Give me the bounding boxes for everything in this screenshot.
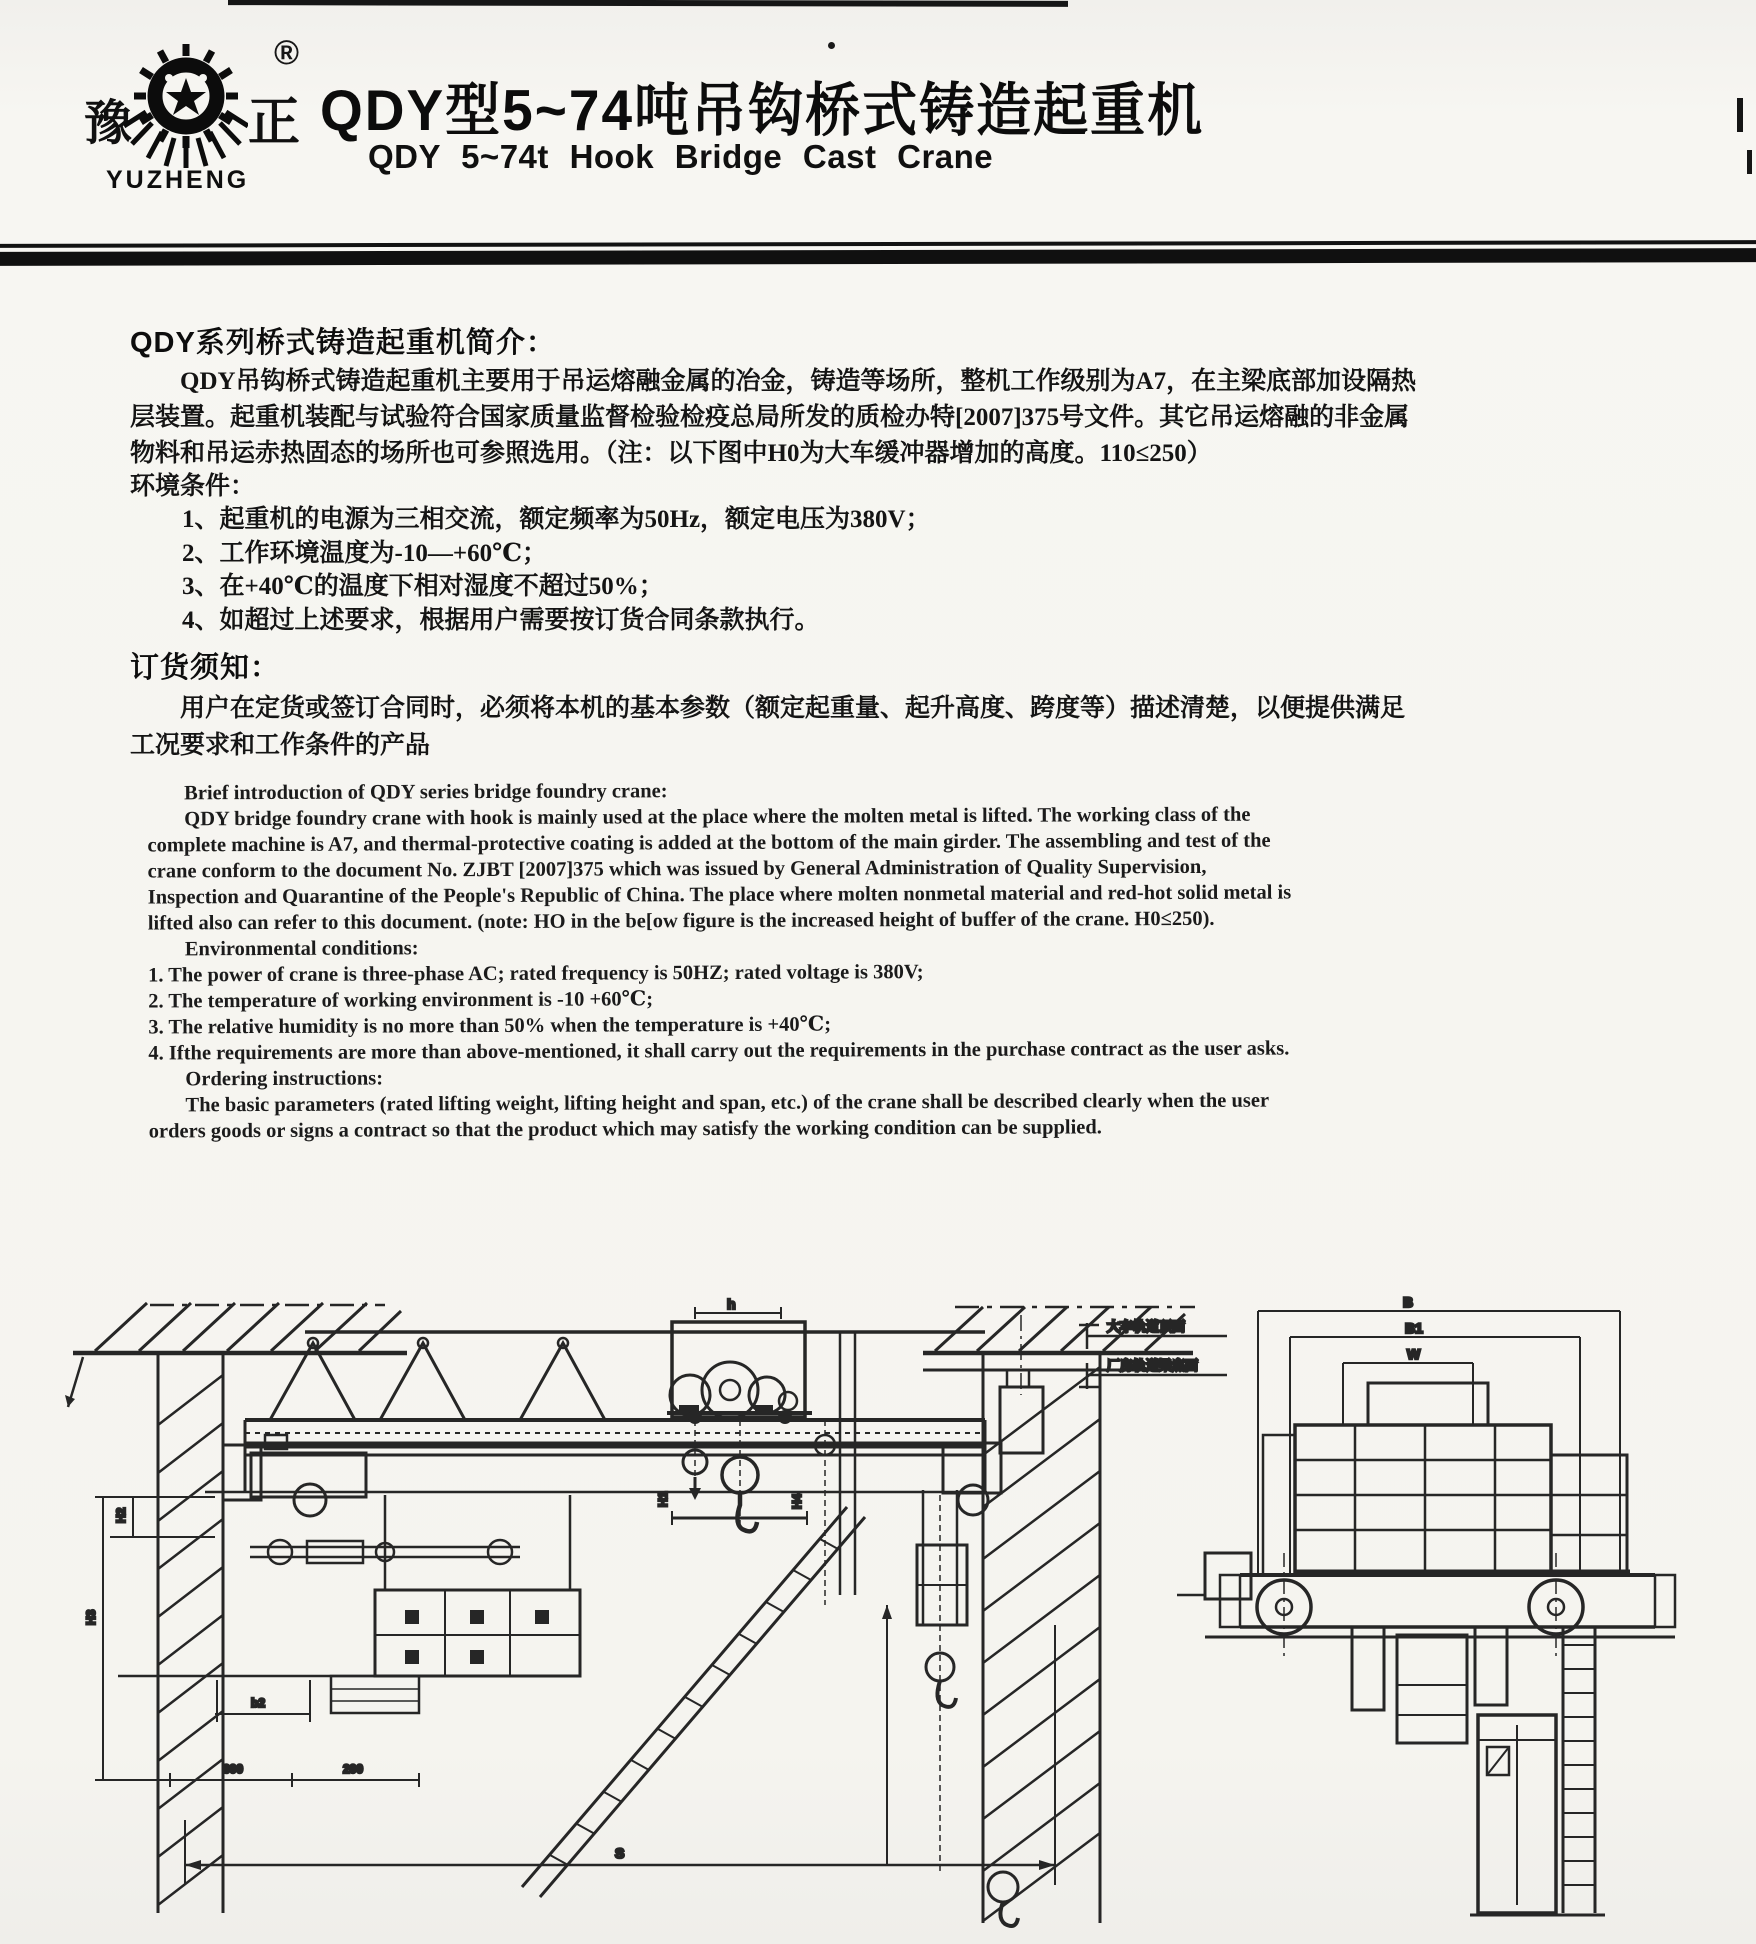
condition-item-en: 3. The relative humidity is no more than 50% when the temperature is +40℃; [148,1013,832,1039]
dim-label-B: B [1403,1295,1414,1310]
condition-item-en: 2. The temperature of working environment is -10 +60℃; [148,988,654,1013]
hook-block-upper [672,1420,807,1531]
hoist-machinery-icon [670,1362,797,1418]
dim-h [695,1296,781,1319]
dim-label-span: S [615,1845,625,1861]
condition-item: 2、工作环境温度为-10—+60℃； [182,539,548,567]
logo [80,32,330,202]
intro-paragraph-en: QDY bridge foundry crane with hook is mainly used at the place where the molten metal is lifted. The working class of the complete machine is A7, and thermal-protective coating is added at the bottom of the main girder. The assembling and test of the crane conform to the document No. ZJBT [2007]375 which was issued by General Administration of Quality Supervision, Inspection and Quarantine of the People's Republic of China. The place where molten nonmetal material and red-hot solid metal is lifted also can refer to this document. (note: HO in the be[ow figure is the increased height of buffer of the crane. H0≤250). [147,803,1292,935]
ordering-paragraph-zh: 用户在定货或签订合同时，必须将本机的基本参数（额定起重量、起升高度、跨度等）描述清楚，以便提供满足工况要求和工作条件的产品 [130,695,1406,759]
page-title-zh: QDY型5~74吨吊钩桥式铸造起重机 [320,77,1205,143]
page-title-en: QDY 5~74t Hook Bridge Cast Crane [368,138,994,175]
condition-item: 1、起重机的电源为三相交流，额定频率为50Hz，额定电压为380V； [182,506,931,533]
dim-label-H2: H2 [114,1507,128,1523]
pulley-icon [988,1872,1018,1902]
dim-label-H4: H4 [790,1493,804,1509]
hook-icon [937,1681,956,1707]
building-column-left [158,1353,223,1913]
dim-label-200: 200 [343,1762,364,1776]
conditions-heading-en: Environmental conditions: [184,937,419,961]
intro-english-block [147,776,1294,1145]
condition-item: 3、在+40℃的温度下相对湿度不超过50%； [182,573,664,600]
ordering-paragraph-en: The basic parameters (rated lifting weight, lifting height and span, etc.) of the crane shall be described clearly when the user orders goods or signs a contract so that the product which may satisfy the working condition can be supplied. [148,1089,1269,1143]
side-elevation-view [1177,1295,1675,1915]
page-edge-mark [1737,98,1743,132]
section-heading-intro-en: Brief introduction of QDY series bridge foundry crane: [184,780,668,805]
dim-frame-side [1258,1295,1620,1575]
logo-char-right: 正 [248,95,301,152]
technical-drawings [55,1295,1715,1935]
section-heading-ordering-zh: 订货须知： [130,652,281,684]
scan-top-edge [228,0,1068,7]
bridge-girder [205,1420,985,1492]
dim-label-H1: H1 [656,1491,670,1507]
section-heading-intro-zh: QDY系列桥式铸造起重机简介： [130,327,556,359]
dim-label-300: 300 [223,1762,244,1776]
dim-label-H3: H3 [84,1609,98,1625]
rail-bottom-leader-label: 厂房轨道梁底面 [1107,1358,1199,1373]
dim-span [185,1625,1055,1885]
scan-speck [828,42,835,49]
runway-wheel-icon [294,1484,326,1516]
operator-cab [118,1495,580,1713]
under-bridge-equipment [1352,1627,1507,1743]
roof-hatch-left [65,1303,407,1407]
conditions-heading-zh: 环境条件： [130,472,256,500]
trolley-side [1263,1383,1630,1575]
condition-item-en: 4. Ifthe requirements are more than above-mentioned, it shall carry out the requirements in the purchase contract as the user asks. [148,1037,1290,1065]
ordering-heading-en: Ordering instructions: [185,1067,384,1091]
page-edge-mark [1747,150,1752,174]
rail-top-leader-label: 大车轨道顶面 [1107,1319,1186,1334]
hook-icon [1000,1902,1018,1926]
header-divider [0,240,1756,266]
dim-label-b2: b2 [251,1696,266,1710]
stairs [522,1507,865,1897]
logo-char-left: 豫 [84,97,133,150]
festoon-supports [270,1332,985,1420]
brand-name: YUZHENG [106,166,250,194]
dim-label-W: W [1407,1346,1421,1362]
registered-mark: ® [274,34,300,72]
dim-label-B1: B1 [1405,1320,1423,1336]
intro-paragraph-zh: QDY吊钩桥式铸造起重机主要用于吊运熔融金属的冶金，铸造等场所，整机工作级别为A7，在主梁底部加设隔热层装置。起重机装配与试验符合国家质量监督检验检疫总局所发的质检办特[2007]375号文件。其它吊运熔融的非金属物料和吊运赤热固态的场所也可参照选用。（注：以下图中H0为大车缓冲器增加的高度。110≤250） [130,368,1417,467]
dim-label-h: h [727,1296,736,1312]
condition-item-en: 1. The power of crane is three-phase AC; rated frequency is 50HZ; rated voltage is 380V; [148,961,924,987]
conditions-list-zh [182,502,931,636]
condition-item: 4、如超过上述要求，根据用户需要按订货合同条款执行。 [182,606,820,634]
front-elevation-view [65,1296,1227,1926]
ladder [1563,1627,1595,1913]
